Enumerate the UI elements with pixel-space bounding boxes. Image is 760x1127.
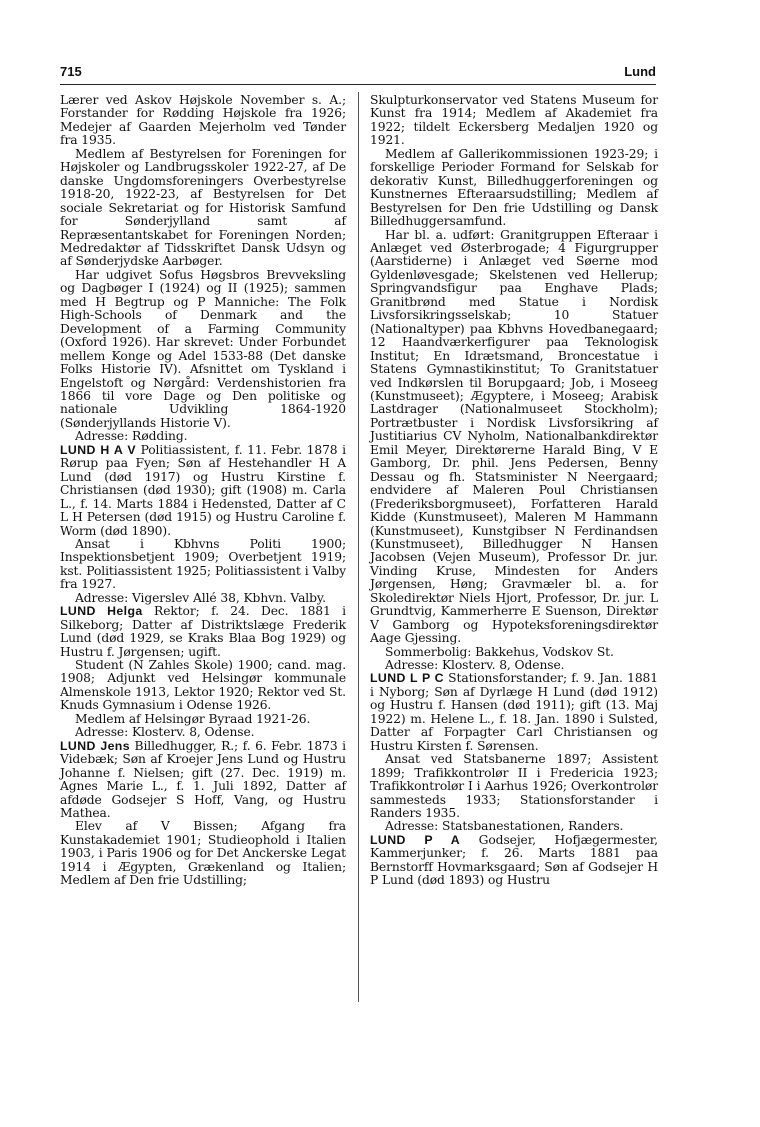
paragraph: Har udgivet Sofus Høgsbros Brevveksling og Dagbøger I (1924) og II (1925); sammen med H Begtrup og P Manniche: The Folk High-Schools of Denmark and the Development of a Farming Community (Oxford 1926). Har skrevet: Under Forbundet mellem Konge og Adel 1533-88 (Det danske Folks Historie IV). Afsnittet om Tyskland i Engelstoft og Nørgård: Verdenshistorien fra 1866 til vore Dage og Den politiske og nationale Udvikling 1864-1920 (Sønderjyllands Historie V). (60, 267, 346, 430)
biography-entry (60, 444, 346, 538)
entry-name: LUND Helga (60, 604, 143, 619)
header-rule (60, 84, 656, 85)
paragraph: Adresse: Rødding. (75, 429, 188, 444)
paragraph: Sommerbolig: Bakkehus, Vodskov St. (385, 644, 614, 659)
column-divider (358, 92, 359, 1002)
right-column (370, 94, 658, 888)
running-head: Lund (624, 64, 656, 79)
paragraph: Elev af V Bissen; Afgang fra Kunstakademiet 1901; Studieophold i Italien 1903, i Paris 1906 og for Det Anckerske Legat 1914 i Ægypten, Grækenland og Italien; Medlem af Den frie Udstilling; (60, 819, 346, 888)
continued-paragraph: Skulpturkonservator ved Statens Museum for Kunst fra 1914; Medlem af Akademiet fra 1922; tildelt Eckersberg Medaljen 1920 og 1921. (370, 93, 658, 148)
entry-text: Stationsforstander; f. 9. Jan. 1881 i Nyborg; Søn af Dyrlæge H Lund (død 1912) og Hustru f. Hansen (død 1911); gift (13. Maj 1922) m. Helene L., f. 18. Jan. 1890 i Sulsted, Datter af Forpagter Carl Christiansen og Hustru Kirsten f. Sørensen. (370, 671, 658, 753)
paragraph: Medlem af Gallerikommissionen 1923-29; i forskellige Perioder Formand for Selskab for dekorativ Kunst, Billedhuggerforeningen og Kunstnernes Efteraarsudstilling; Medlem af Bestyrelsen for Den frie Udstilling og Dansk Billedhuggersamfund. (370, 146, 658, 229)
page-number: 715 (60, 64, 82, 79)
entry-name: LUND L P C (370, 671, 444, 686)
biography-entry (370, 672, 658, 753)
left-column (60, 94, 346, 888)
paragraph: Medlem af Bestyrelsen for Foreningen for Højskoler og Landbrugsskoler 1922-27, af De danske Ungdomsforeningers Overbestyrelse 1918-20, 1922-23, af Bestyrelsen for Det sociale Sekretariat og for Historisk Samfund for Sønderjylland samt af Repræsentantskabet for Foreningen Norden; Medredaktør af Tidsskriftet Dansk Udsyn og af Sønderjydske Aarbøger. (60, 146, 346, 269)
paragraph: Adresse: Statsbanestationen, Randers. (385, 819, 624, 834)
entry-name: LUND H A V (60, 442, 136, 457)
entry-text: Billedhugger, R.; f. 6. Febr. 1873 i Videbæk; Søn af Kroejer Jens Lund og Hustru Johanne f. Nielsen; gift (27. Dec. 1919) m. Agnes Marie L., f. 1. Juli 1892, Datter af afdøde Godsejer S Hoff, Vang, og Hustru Mathea. (60, 738, 346, 821)
entry-text: Rektor; f. 24. Dec. 1881 i Silkeborg; Datter af Distriktslæge Frederik Lund (død 1929, se Kraks Blaa Bog 1929) og Hustru f. Jørgensen; ugift. (60, 604, 346, 659)
continued-paragraph: Lærer ved Askov Højskole November s. A.; Forstander for Rødding Højskole fra 1926; Medejer af Gaarden Mejerholm ved Tønder fra 1935. (60, 93, 346, 148)
paragraph: Ansat i Kbhvns Politi 1900; Inspektionsbetjent 1909; Overbetjent 1919; kst. Politiassistent 1925; Politiassistent i Valby fra 1927. (60, 536, 346, 592)
biography-entry (370, 834, 658, 888)
biography-entry (60, 740, 346, 821)
paragraph: Har bl. a. udført: Granitgruppen Efteraar i Anlæget ved Østerbrogade; 4 Figurgrupper (Aarstiderne) i Anlæget ved Søerne mod Gyldenløvesgade; Skelstenen ved Hellerup; Springvandsfigur paa Enghave Plads; Granitbrønd med Statue i Nordisk Livsforsikringsselskab; 10 Statuer (Nationaltyper) paa Kbhvns Hovedbanegaard; 12 Haandværkerfigurer paa Teknologisk Institut; En Idrætsmand, Broncestatue i Statens Gymnastikinstitut; To Granitstatuer ved Indkørslen til Borupgaard; Job, i Moseeg (Kunstmuseet); Ægyptere, i Moseeg; Arabisk Lastdrager (Nationalmuseet Stockholm); Portrætbuster i Nordisk Livsforsikring af Justitiarius CV Nyholm, Nationalbankdirektør Emil Meyer, Direktørerne Harald Bing, V E Gamborg, Dr. phil. Jens Pedersen, Benny Dessau og fh. Statsminister N Neergaard; endvidere af Maleren Poul Christiansen (Frederiksborgmuseet), Forfatteren Harald Kidde (Kunstmuseet), Maleren M Hammann (Kunstmuseet), Kunstgibser N Ferdinandsen (Kunstmuseet), Billedhugger N Hansen Jacobsen (Vejen Museum), Professor Dr. jur. Vinding Kruse, Mindesten for Anders Jørgensen, Høng; Gravmæler bl. a. for Skoledirektør Niels Hjort, Professor, Dr. jur. L Grundtvig, Kammerherre E Suenson, Direktør V Gamborg og Hypoteksforeningsdirektør Aage Gjessing. (370, 227, 658, 646)
entry-name: LUND Jens (60, 738, 130, 753)
paragraph: Student (N Zahles Skole) 1900; cand. mag. 1908; Adjunkt ved Helsingør kommunale Almenskole 1913, Lektor 1920; Rektor ved St. Knuds Gymnasium i Odense 1926. (60, 658, 346, 713)
paragraph: Adresse: Klosterv. 8, Odense. (75, 725, 255, 740)
paragraph: Adresse: Vigerslev Allé 38, Kbhvn. Valby. (75, 590, 326, 605)
paragraph: Medlem af Helsingør Byraad 1921-26. (75, 711, 311, 726)
entry-text: Godsejer, Hofjægermester, Kammerjunker; f. 26. Marts 1881 paa Bernstorff Hovmarksgaard; Søn af Godsejer H P Lund (død 1893) og Hustru (370, 832, 658, 888)
biography-entry (60, 605, 346, 659)
paragraph: Ansat ved Statsbanerne 1897; Assistent 1899; Trafikkontrolør II i Fredericia 1923; Trafikkontrolør I i Aarhus 1926; Overkontrolør sammesteds 1933; Stationsforstander i Randers 1935. (370, 752, 658, 821)
page-header (60, 64, 656, 84)
paragraph: Adresse: Klosterv. 8, Odense. (385, 658, 565, 673)
entry-name: LUND P A (370, 832, 461, 847)
entry-text: Politiassistent, f. 11. Febr. 1878 i Rørup paa Fyen; Søn af Hestehandler H A Lund (død 1917) og Hustru Kirstine f. Christiansen (død 1930); gift (1908) m. Carla L., f. 14. Marts 1884 i Hedensted, Datter af C L H Petersen (død 1915) og Hustru Caroline f. Worm (død 1890). (60, 442, 347, 538)
